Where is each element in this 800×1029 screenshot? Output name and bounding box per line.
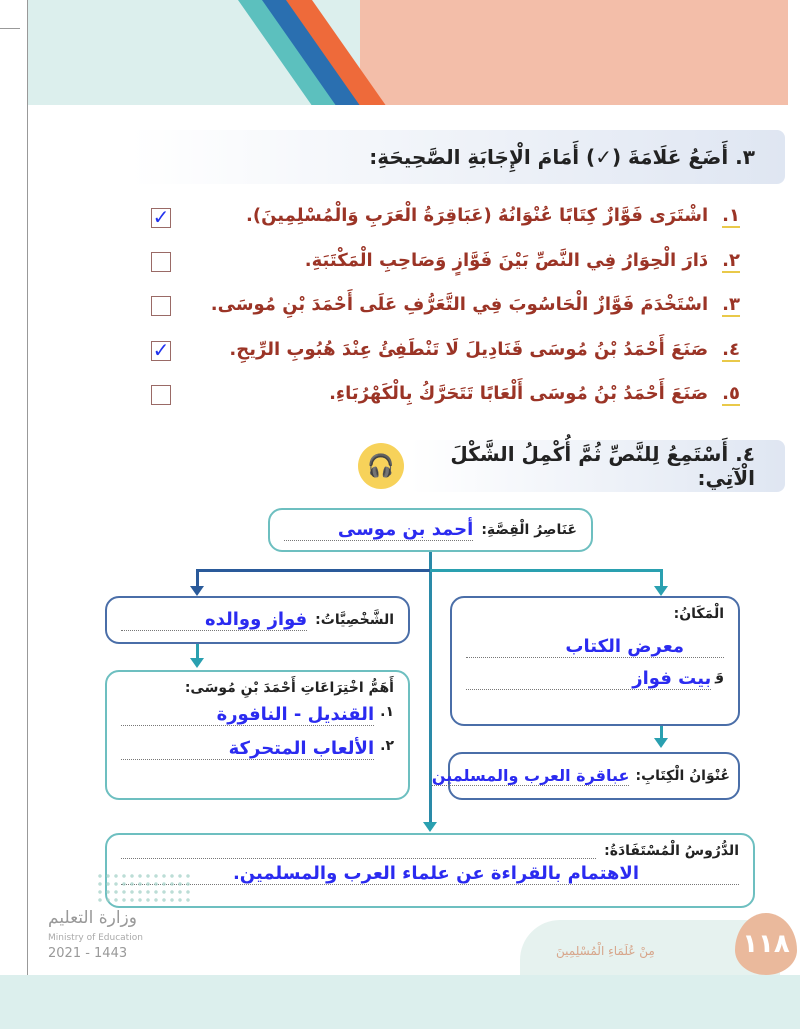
list-item bbox=[229, 339, 740, 360]
field-label: أَهَمُّ اخْتِرَاعَاتِ أَحْمَدَ بْنِ مُوسَى: bbox=[184, 680, 394, 696]
unit-title: مِنْ عُلَمَاءِ الْمُسْلِمِينَ bbox=[556, 944, 655, 958]
item-text: اشْتَرَى فَوَّازٌ كِتَابًا عُنْوَانُهُ (عَبَاقِرَةُ الْعَرَبِ وَالْمُسْلِمِينَ). bbox=[246, 205, 709, 226]
book-title-answer[interactable]: عباقرة العرب والمسلمين bbox=[431, 766, 630, 785]
characters-box bbox=[105, 596, 410, 644]
section4-title: ٤. أَسْتَمِعُ لِلنَّصِّ ثُمَّ أُكْمِلُ الشَّكْلَ الْآتِي: bbox=[450, 442, 755, 490]
inventions-box bbox=[105, 670, 410, 800]
list-item bbox=[246, 205, 740, 226]
lessons-answer[interactable]: الاهتمام بالقراءة عن علماء العرب والمسلمين. bbox=[121, 863, 739, 885]
section3-header bbox=[130, 130, 785, 184]
checkbox[interactable] bbox=[151, 296, 171, 316]
place-answer-1[interactable]: معرض الكتاب bbox=[466, 636, 724, 658]
list-item bbox=[329, 383, 740, 404]
checkbox[interactable] bbox=[151, 252, 171, 272]
item-number: ٢. bbox=[380, 738, 394, 754]
checkbox[interactable]: ✓ bbox=[152, 338, 170, 362]
bottom-band bbox=[0, 975, 800, 1029]
field-label: عُنْوَانُ الْكِتَابِ: bbox=[635, 768, 730, 784]
arrow-icon bbox=[190, 658, 204, 668]
item-text: صَنَعَ أَحْمَدُ بْنُ مُوسَى قَنَادِيلَ لَا تَنْطَفِئُ عِنْدَ هُبُوبِ الرِّيحِ. bbox=[229, 339, 709, 360]
story-elements-answer[interactable]: أحمد بن موسى bbox=[284, 519, 473, 541]
crop-mark bbox=[0, 28, 20, 29]
arrow-icon bbox=[654, 586, 668, 596]
section3-title: ٣. أَضَعُ عَلَامَةَ (✓) أَمَامَ الْإِجَابَةِ الصَّحِيحَةِ: bbox=[369, 145, 755, 169]
invention-answer-1[interactable]: القنديل - النافورة bbox=[121, 704, 374, 726]
ministry-logo-icon bbox=[96, 872, 192, 902]
lessons-box bbox=[105, 833, 755, 908]
field-label: الدُّرُوسُ الْمُسْتَفَادَةُ: bbox=[604, 843, 739, 859]
year: 2021 - 1443 bbox=[48, 946, 128, 961]
arrow-icon bbox=[423, 822, 437, 832]
arrow-icon bbox=[654, 738, 668, 748]
item-number: ٣. bbox=[722, 294, 740, 315]
margin-line bbox=[27, 0, 28, 1029]
page-number: ١١٨ bbox=[735, 913, 797, 975]
place-answer-2[interactable]: بيت فواز bbox=[466, 668, 711, 690]
characters-answer[interactable]: فواز ووالده bbox=[121, 609, 307, 631]
connector-right bbox=[430, 569, 662, 572]
ministry-name-en: Ministry of Education bbox=[48, 933, 143, 943]
item-text: دَارَ الْحِوَارُ فِي النَّصِّ بَيْنَ فَوَّازٍ وَصَاحِبِ الْمَكْتَبَةِ. bbox=[304, 250, 709, 271]
list-item bbox=[211, 294, 740, 315]
item-number: ٢. bbox=[722, 250, 740, 271]
checkbox[interactable]: ✓ bbox=[152, 205, 170, 229]
invention-answer-2[interactable]: الألعاب المتحركة bbox=[121, 738, 374, 760]
book-title-box bbox=[431, 752, 740, 800]
field-label: الشَّخْصِيَّاتُ: bbox=[315, 612, 394, 628]
listen-icon: 🎧 bbox=[358, 443, 404, 489]
top-band-salmon bbox=[360, 0, 788, 105]
item-text: صَنَعَ أَحْمَدُ بْنُ مُوسَى أَلْعَابًا تَتَحَرَّكُ بِالْكَهْرُبَاءِ. bbox=[329, 383, 709, 404]
conjunction: وَ bbox=[715, 668, 724, 684]
story-elements-box bbox=[268, 508, 593, 552]
connector-left bbox=[196, 569, 432, 572]
ministry-name-ar: وزارة التعليم bbox=[48, 908, 137, 928]
item-number: ٥. bbox=[722, 383, 740, 404]
item-number: ٤. bbox=[722, 339, 740, 360]
item-text: اسْتَخْدَمَ فَوَّازٌ الْحَاسُوبَ فِي التَّعَرُّفِ عَلَى أَحْمَدَ بْنِ مُوسَى. bbox=[210, 294, 709, 315]
item-number: ١. bbox=[380, 704, 394, 720]
arrow-icon bbox=[190, 586, 204, 596]
field-label: الْمَكَانُ: bbox=[673, 606, 724, 622]
checkbox[interactable] bbox=[151, 385, 171, 405]
field-label: عَنَاصِرُ الْقِصَّةِ: bbox=[481, 522, 577, 538]
list-item bbox=[305, 250, 740, 271]
item-number: ١. bbox=[722, 205, 740, 226]
section4-header bbox=[410, 440, 785, 492]
place-box bbox=[450, 596, 740, 726]
